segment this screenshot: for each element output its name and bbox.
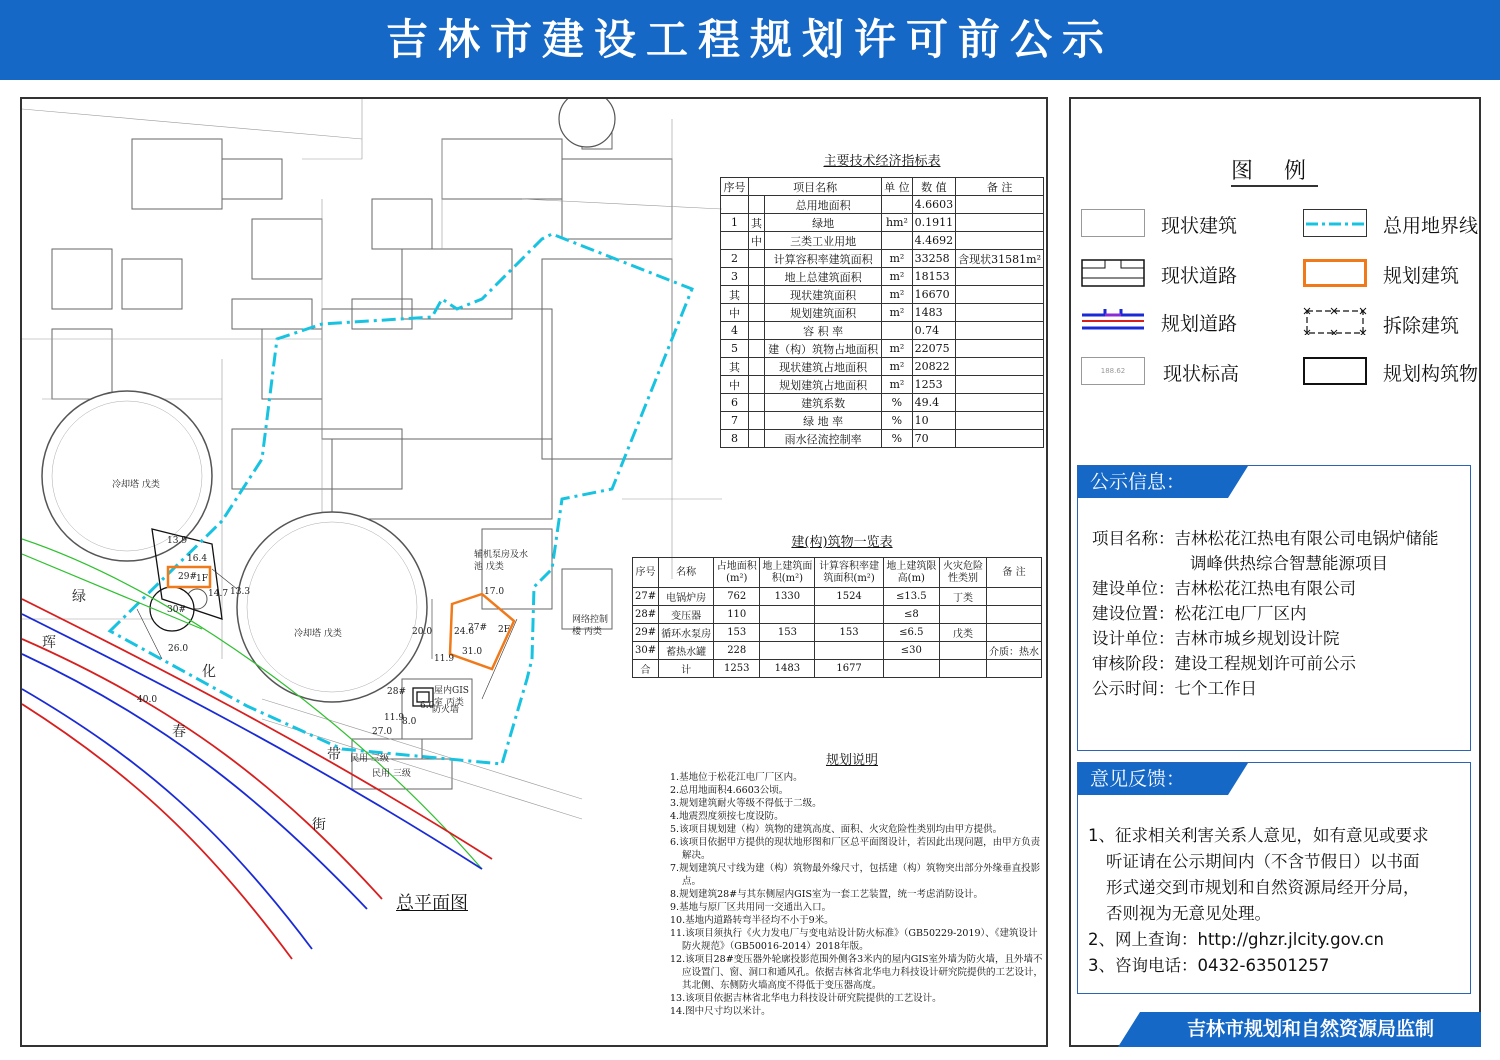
- tech-cell-note: [956, 412, 1044, 430]
- th-value: 数 值: [912, 178, 956, 196]
- bldg-cell: 153: [760, 624, 815, 642]
- bldg-cell: 228: [714, 642, 760, 660]
- dim-label: 16.4: [187, 554, 208, 564]
- note-item: 11.该项目须执行《火力发电厂与变电站设计防火标准》（GB50229-2019）、《建筑设计防火规范》（GB50016-2014）2018年版。: [670, 928, 1038, 952]
- legend-label: 规划道路: [1161, 313, 1238, 335]
- tech-cell-value: 49.4: [912, 394, 956, 412]
- tech-cell-unit: m²: [882, 358, 913, 376]
- bldg-cell: ≤6.5: [883, 624, 939, 642]
- tech-cell-sub: [749, 286, 765, 304]
- label-residential-2: 民用 三级: [372, 769, 411, 779]
- planned-road-icon: [1081, 307, 1145, 335]
- bldg-table-row: [633, 606, 1042, 624]
- bldg-cell: [939, 606, 986, 624]
- tech-cell-note: [956, 304, 1044, 322]
- label-b28: 28#: [387, 687, 406, 697]
- tech-table-row: [721, 394, 1044, 412]
- info-line: 项目名称：吉林松花江热电有限公司电锅炉储能: [1092, 529, 1439, 548]
- bldg-cell: 电锅炉房: [659, 588, 714, 606]
- dim-label: 14.7: [208, 589, 229, 599]
- bldg-table-row: [633, 660, 1042, 678]
- info-line: 建设单位：吉林松花江热电有限公司: [1092, 579, 1356, 598]
- tech-table-row: [721, 196, 1044, 214]
- bldg-cell: 循环水泵房: [659, 624, 714, 642]
- note-item: 13.该项目依据吉林省北华电力科技设计研究院提供的工艺设计。: [670, 993, 942, 1004]
- bldg-cell: 30#: [633, 642, 659, 660]
- bldg-cell: 153: [815, 624, 883, 642]
- legend-label: 现状道路: [1161, 265, 1238, 287]
- tech-cell-unit: m²: [882, 340, 913, 358]
- bldg-cell: [815, 606, 883, 624]
- dim-label: 8.0: [402, 717, 417, 727]
- feedback-line: 否则视为无意见处理。: [1106, 904, 1271, 923]
- tech-cell-no: 7: [721, 412, 749, 430]
- tech-cell-name: 容 积 率: [765, 322, 882, 340]
- tech-cell-sub: [749, 412, 765, 430]
- tech-cell-note: [956, 376, 1044, 394]
- bldg-th: 计算容积率建筑面积(m²): [815, 558, 883, 588]
- info-panel: [1069, 97, 1481, 1047]
- tech-cell-name: 绿地: [765, 214, 882, 232]
- planning-notes: [670, 771, 1045, 1018]
- tech-table-row: [721, 322, 1044, 340]
- note-item: 7.规划建筑尺寸线为建（构）筑物最外缘尺寸，包括建（构）筑物突出部分外缘垂直投影点。: [670, 863, 1041, 887]
- tech-table-row: [721, 340, 1044, 358]
- bldg-cell: 28#: [633, 606, 659, 624]
- tech-cell-no: 5: [721, 340, 749, 358]
- tech-cell-note: [956, 358, 1044, 376]
- dim-label: 40.0: [137, 695, 158, 705]
- dim-label: 27.0: [372, 727, 393, 737]
- tech-cell-value: 20822: [912, 358, 956, 376]
- note-item: 9.基地与原厂区共用同一交通出入口。: [670, 902, 832, 913]
- tech-cell-unit: m²: [882, 268, 913, 286]
- label-b29: 29#: [178, 572, 197, 582]
- tech-cell-value: 18153: [912, 268, 956, 286]
- legend-label: 规划建筑: [1383, 265, 1460, 287]
- label-b27: 27#: [468, 623, 487, 633]
- feedback-line: 听证请在公示期间内（不含节假日）以书面: [1106, 852, 1420, 871]
- tech-table-row: [721, 412, 1044, 430]
- bldg-cell: 1253: [714, 660, 760, 678]
- dim-label: 13.9: [167, 536, 188, 546]
- dim-label: 26.0: [168, 644, 189, 654]
- street-char: 春: [172, 724, 186, 740]
- tech-cell-no: 3: [721, 268, 749, 286]
- tech-cell-note: [956, 196, 1044, 214]
- bldg-cell: 计: [659, 660, 714, 678]
- note-item: 14.图中尺寸均以米计。: [670, 1006, 771, 1017]
- tech-table-title: 主要技术经济指标表: [823, 154, 941, 169]
- tech-cell-value: 1253: [912, 376, 956, 394]
- tech-cell-value: 22075: [912, 340, 956, 358]
- bldg-cell: 变压器: [659, 606, 714, 624]
- tech-cell-name: 地上总建筑面积: [765, 268, 882, 286]
- existing-building-icon: [1081, 209, 1145, 237]
- bldg-table-title: 建(构)筑物一览表: [791, 535, 893, 550]
- tech-cell-sub: [749, 304, 765, 322]
- tech-indicator-table: [720, 177, 1044, 448]
- planned-structure-icon: [1303, 357, 1367, 385]
- notes-title: 规划说明: [825, 753, 878, 768]
- bldg-cell: [986, 660, 1041, 678]
- tech-cell-sub: [749, 340, 765, 358]
- note-item: 6.该项目依据甲方提供的现状地形图和厂区总平面图设计，若因此出现问题，由甲方负责解决。: [670, 837, 1041, 861]
- dim-label: 24.6: [454, 627, 475, 637]
- tech-cell-no: [721, 196, 749, 214]
- bldg-cell: ≤13.5: [883, 588, 939, 606]
- tech-cell-no: 4: [721, 322, 749, 340]
- bldg-cell: [760, 642, 815, 660]
- tech-table-row: [721, 376, 1044, 394]
- bldg-cell: ≤8: [883, 606, 939, 624]
- tech-cell-unit: [882, 196, 913, 214]
- street-char: 街: [312, 817, 326, 833]
- tech-cell-value: 4.6603: [912, 196, 956, 214]
- tech-cell-unit: [882, 232, 913, 250]
- label-cooling-tower-center: 冷却塔 戊类: [294, 629, 342, 639]
- note-item: 1.基地位于松花江电厂厂区内。: [670, 772, 803, 783]
- bldg-cell: [939, 642, 986, 660]
- tech-cell-unit: m²: [882, 376, 913, 394]
- legend-label: 现状标高: [1163, 363, 1240, 385]
- legend-label: 规划构筑物: [1383, 363, 1479, 385]
- green-char: 带: [327, 747, 341, 763]
- tech-cell-name: 规划建筑面积: [765, 304, 882, 322]
- green-char: 绿: [72, 589, 86, 605]
- bldg-cell: 1483: [760, 660, 815, 678]
- cooling-tower-center: [237, 512, 427, 702]
- tech-cell-sub: [749, 196, 765, 214]
- tech-cell-unit: m²: [882, 286, 913, 304]
- site-plan-panel: [20, 97, 1048, 1047]
- feedback-heading: 意见反馈：: [1078, 763, 1228, 795]
- tech-cell-note: [956, 232, 1044, 250]
- legend-label: 现状建筑: [1161, 215, 1238, 237]
- feedback-box: [1077, 762, 1471, 994]
- street-char: 珲: [42, 635, 56, 651]
- planned-building-icon: [1303, 259, 1367, 287]
- tech-cell-note: [956, 430, 1044, 448]
- tech-cell-name: 现状建筑占地面积: [765, 358, 882, 376]
- bldg-cell: [986, 606, 1041, 624]
- info-line: 审核阶段：建设工程规划许可前公示: [1092, 654, 1356, 673]
- tech-cell-name: 规划建筑占地面积: [765, 376, 882, 394]
- tech-cell-unit: hm²: [882, 214, 913, 232]
- site-boundary-icon: [1303, 209, 1367, 237]
- bldg-th: 名称: [659, 558, 714, 588]
- label-b29-floors: 1F: [196, 574, 208, 584]
- bldg-cell: [815, 642, 883, 660]
- note-item: 3.规划建筑耐火等级不得低于二级。: [670, 798, 822, 809]
- tech-cell-value: 0.74: [912, 322, 956, 340]
- bldg-cell: [986, 588, 1041, 606]
- bldg-table-row: [633, 588, 1042, 606]
- tech-cell-note: [956, 322, 1044, 340]
- bldg-th: 地上建筑面积(m²): [760, 558, 815, 588]
- page-title: 吉林市建设工程规划许可前公示: [385, 15, 1114, 64]
- existing-elevation-icon: 188.62: [1081, 357, 1145, 385]
- green-char: 化: [202, 664, 216, 680]
- tech-cell-value: 10: [912, 412, 956, 430]
- bldg-th: 序号: [633, 558, 659, 588]
- tech-cell-value: 0.1911: [912, 214, 956, 232]
- bldg-table-row: [633, 624, 1042, 642]
- footer-banner: [1140, 1012, 1481, 1047]
- bldg-cell: 27#: [633, 588, 659, 606]
- bldg-cell: 介质：热水: [986, 642, 1041, 660]
- tech-cell-note: [956, 394, 1044, 412]
- plan-caption: 总平面图: [396, 893, 468, 914]
- bldg-cell: 1524: [815, 588, 883, 606]
- bldg-th: 火灾危险性类别: [939, 558, 986, 588]
- note-item: 4.地震烈度须按七度设防。: [670, 811, 784, 822]
- bldg-cell: [986, 624, 1041, 642]
- note-item: 5.该项目规划建（构）筑物的建筑高度、面积、火灾危险性类别均由甲方提供。: [670, 824, 1003, 835]
- tech-cell-note: [956, 340, 1044, 358]
- tech-cell-sub: [749, 250, 765, 268]
- tech-cell-unit: %: [882, 412, 913, 430]
- bldg-cell: 合: [633, 660, 659, 678]
- bldg-cell: 戊类: [939, 624, 986, 642]
- tech-cell-sub: [749, 322, 765, 340]
- info-line: 设计单位：吉林市城乡规划设计院: [1092, 629, 1340, 648]
- note-item: 12.该项目28#变压器外轮廓投影范围外侧各3米内的屋内GIS室外墙为防火墙，且外墙不应设置门、窗、洞口和通风孔。依据吉林省北华电力科技设计研究院提供的工艺设计，其北侧、东侧防火墙高度不得低于变压器高度。: [670, 954, 1044, 991]
- dim-label: 13.3: [230, 587, 251, 597]
- tech-cell-name: 雨水径流控制率: [765, 430, 882, 448]
- tech-cell-name: 三类工业用地: [765, 232, 882, 250]
- tech-cell-no: 其: [721, 358, 749, 376]
- bldg-cell: 丁类: [939, 588, 986, 606]
- tech-table-row: [721, 250, 1044, 268]
- bldg-cell: 110: [714, 606, 760, 624]
- bldg-cell: 29#: [633, 624, 659, 642]
- footer-text: 吉林市规划和自然资源局监制: [1186, 1018, 1434, 1040]
- tech-cell-note: [956, 286, 1044, 304]
- info-line: 建设位置：松花江电厂厂区内: [1092, 604, 1307, 623]
- tech-cell-name: 建筑系数: [765, 394, 882, 412]
- tech-cell-sub: 其: [749, 214, 765, 232]
- dim-label: 17.0: [484, 587, 505, 597]
- bldg-th: 占地面积(m²): [714, 558, 760, 588]
- bldg-cell: [883, 660, 939, 678]
- tech-cell-note: [956, 214, 1044, 232]
- tech-cell-name: 绿 地 率: [765, 412, 882, 430]
- th-no: 序号: [721, 178, 749, 196]
- legend-title: 图 例: [1231, 154, 1318, 187]
- tech-table-row: [721, 232, 1044, 250]
- tech-table-row: [721, 286, 1044, 304]
- tech-cell-value: 4.4692: [912, 232, 956, 250]
- info-line: 公示时间：七个工作日: [1092, 679, 1257, 698]
- tech-cell-value: 33258: [912, 250, 956, 268]
- th-unit: 单 位: [882, 178, 913, 196]
- legend-label: 拆除建筑: [1383, 315, 1460, 337]
- building-list-table: [632, 557, 1042, 678]
- bldg-cell: 1330: [760, 588, 815, 606]
- tech-cell-name: 计算容积率建筑面积: [765, 250, 882, 268]
- dim-label: 20.0: [412, 627, 433, 637]
- label-fire-wall: 防火墙: [432, 705, 460, 715]
- dim-label: 31.0: [462, 647, 483, 657]
- info-line: 调峰供热综合智慧能源项目: [1190, 554, 1388, 573]
- tech-cell-value: 16670: [912, 286, 956, 304]
- tech-cell-no: 中: [721, 304, 749, 322]
- bldg-table-row: [633, 642, 1042, 660]
- bldg-cell: [939, 660, 986, 678]
- th-note: 备 注: [956, 178, 1044, 196]
- feedback-line: 形式递交到市规划和自然资源局经开分局，: [1106, 878, 1420, 897]
- public-info-box: [1077, 465, 1471, 751]
- label-control-bldg: 网络控制楼 丙类: [572, 615, 609, 637]
- cooling-towers: [42, 99, 615, 702]
- label-pump-room: 辅机泵房及水池 戊类: [474, 550, 529, 572]
- th-name: 项目名称: [749, 178, 882, 196]
- tech-cell-unit: [882, 322, 913, 340]
- demolish-building-icon: [1303, 307, 1367, 335]
- tech-cell-no: 中: [721, 376, 749, 394]
- tech-cell-name: 现状建筑面积: [765, 286, 882, 304]
- tech-cell-unit: m²: [882, 304, 913, 322]
- tech-table-row: [721, 304, 1044, 322]
- label-cooling-tower-left: 冷却塔 戊类: [112, 480, 160, 490]
- tech-cell-note: [956, 268, 1044, 286]
- tech-cell-no: 其: [721, 286, 749, 304]
- tech-table-row: [721, 268, 1044, 286]
- bldg-cell: 蓄热水罐: [659, 642, 714, 660]
- legend-label: 总用地界线: [1383, 215, 1479, 237]
- tech-cell-sub: 中: [749, 232, 765, 250]
- tech-cell-sub: [749, 394, 765, 412]
- info-heading: 公示信息：: [1078, 466, 1228, 498]
- bldg-cell: 153: [714, 624, 760, 642]
- tech-cell-name: 总用地面积: [765, 196, 882, 214]
- tech-cell-unit: %: [882, 430, 913, 448]
- tech-cell-sub: [749, 358, 765, 376]
- bldg-th: 地上建筑限高(m): [883, 558, 939, 588]
- tech-table-row: [721, 430, 1044, 448]
- feedback-line: 2、网上查询：http://ghzr.jlcity.gov.cn: [1088, 930, 1384, 949]
- note-item: 2.总用地面积4.6603公顷。: [670, 785, 789, 796]
- label-b30: 30#: [167, 605, 186, 615]
- tech-cell-unit: %: [882, 394, 913, 412]
- note-item: 10.基地内道路转弯半径均不小于9米。: [670, 915, 834, 926]
- bldg-cell: 1677: [815, 660, 883, 678]
- tech-cell-value: 70: [912, 430, 956, 448]
- bldg-th: 备 注: [986, 558, 1041, 588]
- dim-label: 6.0: [420, 701, 435, 711]
- tech-cell-sub: [749, 430, 765, 448]
- tech-cell-no: [721, 232, 749, 250]
- bldg-cell: 762: [714, 588, 760, 606]
- bldg-cell: [760, 606, 815, 624]
- dim-label: 11.9: [434, 654, 455, 664]
- tech-cell-note: 含现状31581m²: [956, 250, 1044, 268]
- bldg-cell: ≤30: [883, 642, 939, 660]
- tech-cell-no: 1: [721, 214, 749, 232]
- label-residential-1: 民用 三级: [350, 754, 389, 764]
- tech-cell-no: 2: [721, 250, 749, 268]
- feedback-line: 1、征求相关利害关系人意见，如有意见或要求: [1088, 826, 1429, 845]
- tech-cell-no: 8: [721, 430, 749, 448]
- label-gis: 屋内GIS室 丙类: [434, 686, 469, 708]
- tech-table-row: [721, 214, 1044, 232]
- page-header: [0, 0, 1500, 80]
- note-item: 8.规划建筑28#与其东侧屋内GIS室为一套工艺装置，统一考虑消防设计。: [670, 889, 983, 900]
- tech-table-row: [721, 358, 1044, 376]
- tech-cell-sub: [749, 376, 765, 394]
- tech-cell-name: 建（构）筑物占地面积: [765, 340, 882, 358]
- tech-cell-sub: [749, 268, 765, 286]
- feedback-line: 3、咨询电话：0432-63501257: [1088, 956, 1330, 975]
- tech-cell-no: 6: [721, 394, 749, 412]
- dim-label: 11.9: [384, 713, 405, 723]
- label-b27-floors: 2F: [498, 625, 510, 635]
- tech-cell-unit: m²: [882, 250, 913, 268]
- tech-cell-value: 1483: [912, 304, 956, 322]
- existing-road-icon: [1081, 259, 1145, 287]
